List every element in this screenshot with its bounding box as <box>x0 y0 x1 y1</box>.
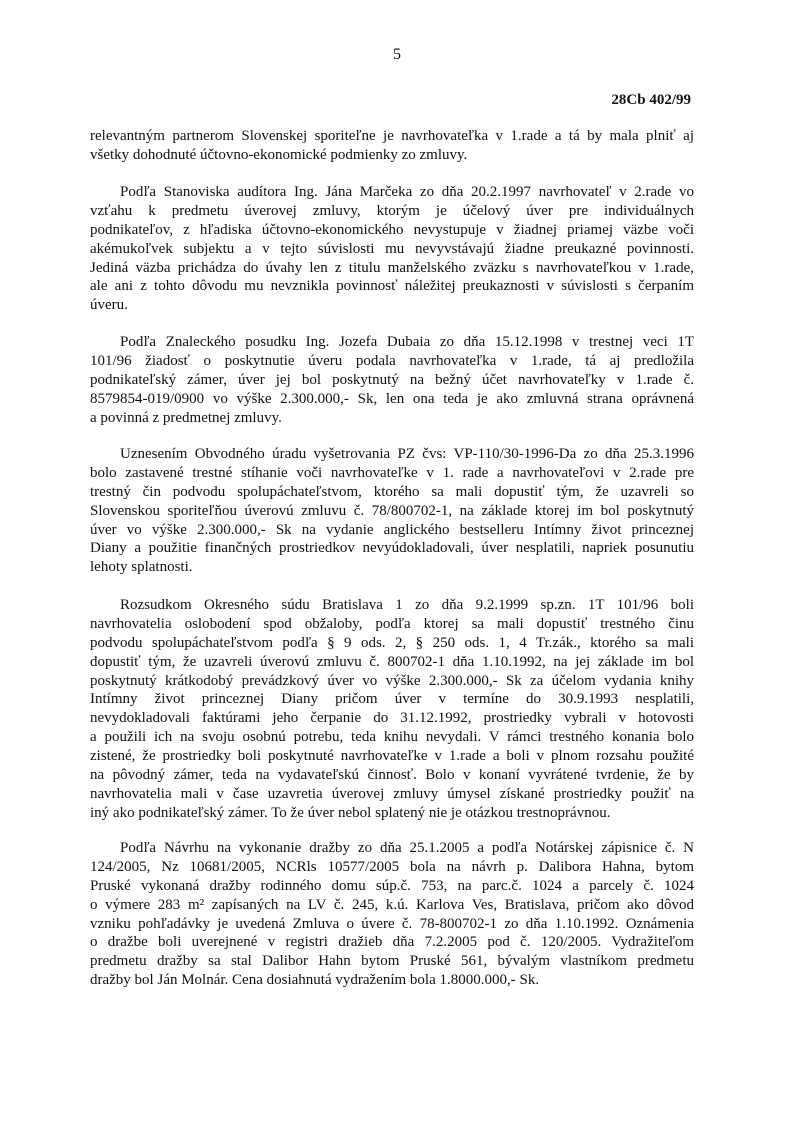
text-line: Podľa Návrhu na vykonanie dražby zo dňa 25.1.2005 a podľa Notárskej zápisnice č. N <box>120 840 694 856</box>
text-line: Rozsudkom Okresného súdu Bratislava 1 zo dňa 9.2.1999 sp.zn. 1T 101/96 boli <box>120 597 694 613</box>
text-line: Pruské vykonaná dražby rodinného domu súp.č. 753, na parc.č. 1024 a parcely č. 1024 <box>90 877 694 894</box>
text-line: Diany a použitie finančných prostriedkov nevyúdokladovali, úver nesplatili, napriek posunutiu <box>90 540 694 557</box>
text-line: predmetu dražby sa stal Dalibor Hahn bytom Pruské 561, bývalým vlastníkom predmetu <box>90 953 694 970</box>
text-line: poskytnutý krátkodobý prevádzkový úver vo výške 2.300.000,- Sk za účelom vydania knihy <box>90 672 694 689</box>
text-line: Uznesením Obvodného úradu vyšetrovania PZ čvs: VP-110/30-1996-Da zo dňa 25.3.1996 <box>120 446 694 462</box>
text-line: 101/96 žiadosť o poskytnutie úveru podala navrhovateľka v 1.rade, tá aj predložila <box>90 352 694 369</box>
paragraph-1 <box>90 127 694 165</box>
text-line: 8579854-019/0900 vo výške 2.300.000,- Sk, len ona teda je ako zmluvná strana oprávnená <box>90 390 694 407</box>
text-line: a povinná z predmetnej zmluvy. <box>90 409 282 426</box>
text-line: dopustiť tým, že uzavreli úverovú zmluvu č. 800702-1 dňa 1.10.1992, na jej základe im bol <box>90 653 694 670</box>
text-line: všetky dohodnuté účtovno-ekonomické podmienky zo zmluvy. <box>90 146 468 163</box>
text-line: iný ako podnikateľský zámer. To že úver nebol splatený nie je otázkou trestnoprávnou. <box>90 804 611 821</box>
text-line: Intímny život princeznej Diany pričom úver v termíne do 30.9.1993 nesplatili, <box>90 691 694 708</box>
page-number: 5 <box>393 46 401 63</box>
text-line: podvodu spolupáchateľstvom podľa § 9 ods. 2, § 250 ods. 1, 4 Tr.zák., ktorého sa mali <box>90 634 694 651</box>
text-line: Slovenskou sporiteľňou úverovú zmluvu č. 78/800702-1, na základe ktorej im bol poskytnutý <box>90 502 694 519</box>
text-line: zistené, že prostriedky boli poskytnuté navrhovateľke v 1.rade a boli v plnom rozsahu použité <box>90 748 694 765</box>
text-line: úveru. <box>90 297 128 314</box>
text-line: 124/2005, Nz 10681/2005, NCRls 10577/2005 bola na návrh p. Dalibora Hahna, bytom <box>90 858 694 875</box>
text-line: Podľa Stanoviska audítora Ing. Jána Marčeka zo dňa 20.2.1997 navrhovateľ v 2.rade vo <box>120 184 694 200</box>
paragraph-5 <box>90 596 694 823</box>
text-line: relevantným partnerom Slovenskej sporiteľne je navrhovateľka v 1.rade a tá by mala plniť aj <box>90 128 694 144</box>
text-line: úver vo výške 2.300.000,- Sk na vydanie anglického bestselleru Intímny život princeznej <box>90 521 694 538</box>
text-line: Jediná väzba prichádza do úvahy len z titulu manželského zväzku s navrhovateľkou v 1.rade, <box>90 259 694 276</box>
text-line: bolo zastavené trestné stíhanie voči navrhovateľke v 1. rade a navrhovateľovi v 2.rade pre <box>90 464 694 481</box>
text-line: dražby bol Ján Molnár. Cena dosiahnutá vydražením bola 1.8000.000,- Sk. <box>90 972 540 989</box>
paragraph-2 <box>90 183 694 315</box>
text-line: na pôvodný zámer, teda na vydavateľskú činnosť. Bolo v konaní vyvrátené tvrdenie, že by <box>90 767 694 784</box>
paragraph-4 <box>90 445 694 577</box>
text-line: podnikateľský zámer, úver jej bol poskytnutý na bežný účet navrhovateľky v 1.rade č. <box>90 371 694 388</box>
text-line: vzťahu k predmetu úverovej zmluvy, ktorým je účelový úver pre individuálnych <box>90 202 694 219</box>
text-line: o výmere 283 m² zapísaných na LV č. 245, k.ú. Karlova Ves, Bratislava, pričom ako dôvod <box>90 896 694 913</box>
text-line: a použili ich na svoju osobnú potrebu, teda knihu nevydali. V rámci trestného konania bolo <box>90 729 694 746</box>
text-line: navrhovatelia mali v čase uzavretia úverovej zmluvy úmysel získané prostriedky použiť na <box>90 785 694 802</box>
paragraph-6 <box>90 839 694 990</box>
text-line: vzniku pohľadávky je uvedená Zmluva o úvere č. 78-800702-1 zo dňa 1.10.1992. Oznámenia <box>90 915 694 932</box>
text-line: lehoty splatnosti. <box>90 559 193 576</box>
case-number: 28Cb 402/99 <box>611 92 691 108</box>
text-line: Podľa Znaleckého posudku Ing. Jozefa Dubaia zo dňa 15.12.1998 v trestnej veci 1T <box>120 334 694 350</box>
text-line: o dražbe boli uverejnené v registri dražieb dňa 7.2.2005 pod č. 120/2005. Vydražiteľom <box>90 934 694 951</box>
text-line: podnikateľov, z hľadiska účtovno-ekonomického nevystupuje v žiadnej priamej väzbe voči <box>90 221 694 238</box>
text-line: nevydokladovali faktúrami jeho čerpanie do 31.12.1992, prostriedky vybrali v hotovosti <box>90 710 694 727</box>
text-line: akémukoľvek subjektu a v tejto súvislosti mu nevyvstávajú žiadne preukazné povinnosti. <box>90 240 694 257</box>
paragraph-3 <box>90 333 694 427</box>
text-line: trestný čin podvodu spolupáchateľstvom, ktorého sa mali dopustiť tým, že uzavreli so <box>90 483 694 500</box>
text-line: ale ani z tohto dôvodu mu nevznikla povinnosť náležitej preukaznosti v súvislosti s čerpaním <box>90 278 694 295</box>
text-line: navrhovatelia oslobodení spod obžaloby, podľa ktorej sa mali dopustiť trestného činu <box>90 615 694 632</box>
